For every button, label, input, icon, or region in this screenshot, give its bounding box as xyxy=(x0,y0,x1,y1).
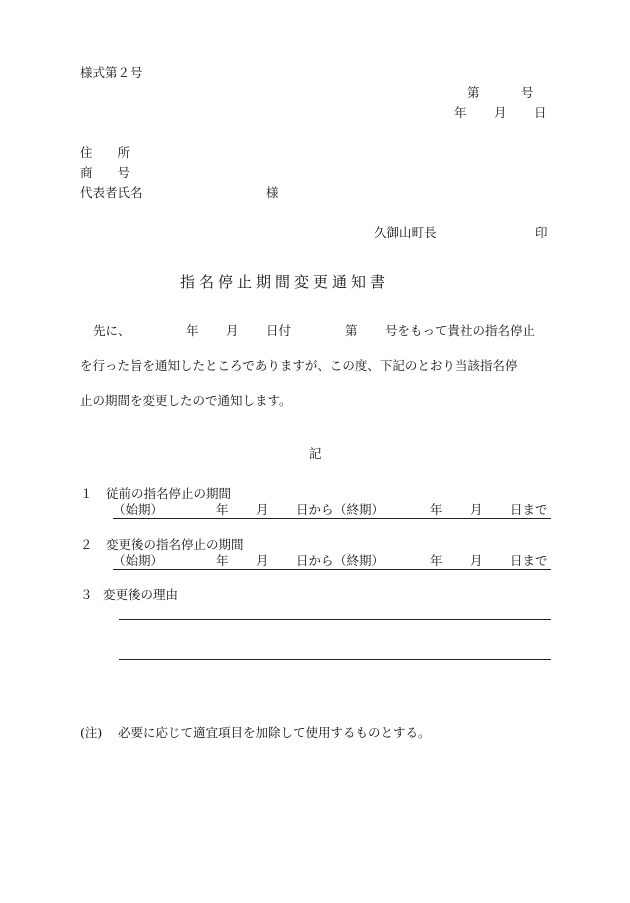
end-month: 月 xyxy=(470,553,483,568)
item-number: １ xyxy=(80,486,93,501)
seal-mark: 印 xyxy=(535,225,548,240)
address-label: 住 所 xyxy=(80,145,131,160)
date-year: 年 xyxy=(454,105,467,120)
start-label: （始期） xyxy=(113,502,164,517)
end-day-until: 日まで xyxy=(510,502,548,517)
start-year: 年 xyxy=(216,502,229,517)
note-text: 必要に応じて適宜項目を加除して使用するものとする。 xyxy=(118,725,431,740)
item-label: 従前の指名停止の期間 xyxy=(106,486,232,501)
form-number: 様式第２号 xyxy=(80,65,143,80)
date-day: 日 xyxy=(534,105,547,120)
start-label: （始期） xyxy=(113,553,164,568)
end-label: （終期） xyxy=(334,553,385,568)
body-line1-rest: 号をもって貴社の指名停止 xyxy=(385,323,536,338)
reason-label: 変更後の理由 xyxy=(103,587,179,602)
start-year: 年 xyxy=(216,553,229,568)
sender-name: 久御山町長 xyxy=(374,225,437,240)
trade-name-label: 商 号 xyxy=(80,165,131,180)
item-number: ２ xyxy=(80,537,93,552)
honorific: 様 xyxy=(266,185,279,200)
body-month: 月 xyxy=(226,323,239,338)
note-label: (注) xyxy=(80,725,103,740)
doc-number-suffix: 号 xyxy=(521,85,534,100)
body-date-suffix: 日付 xyxy=(266,323,292,338)
item2-underline xyxy=(113,569,551,570)
reason-line-1 xyxy=(119,619,551,620)
body-year: 年 xyxy=(186,323,199,338)
end-label: （終期） xyxy=(334,502,385,517)
representative-label: 代表者氏名 xyxy=(80,185,143,200)
start-day-from: 日から xyxy=(296,502,334,517)
body-intro: 先に、 xyxy=(93,323,131,338)
date-month: 月 xyxy=(494,105,507,120)
start-month: 月 xyxy=(256,553,269,568)
body-line3: 止の期間を変更したので通知します。 xyxy=(80,393,292,408)
item1-underline xyxy=(113,518,551,519)
item-label: 変更後の指名停止の期間 xyxy=(106,537,244,552)
reason-number: ３ xyxy=(80,587,93,602)
body-no-prefix: 第 xyxy=(345,323,358,338)
start-day-from: 日から xyxy=(296,553,334,568)
ki-mark: 記 xyxy=(309,446,322,461)
end-day-until: 日まで xyxy=(510,553,548,568)
end-year: 年 xyxy=(430,502,443,517)
end-month: 月 xyxy=(470,502,483,517)
document-title: 指名停止期間変更通知書 xyxy=(180,273,390,291)
end-year: 年 xyxy=(430,553,443,568)
reason-line-2 xyxy=(119,659,551,660)
start-month: 月 xyxy=(256,502,269,517)
doc-number-prefix: 第 xyxy=(467,85,480,100)
body-line2: を行った旨を通知したところでありますが、この度、下記のとおり当該指名停 xyxy=(80,358,518,373)
